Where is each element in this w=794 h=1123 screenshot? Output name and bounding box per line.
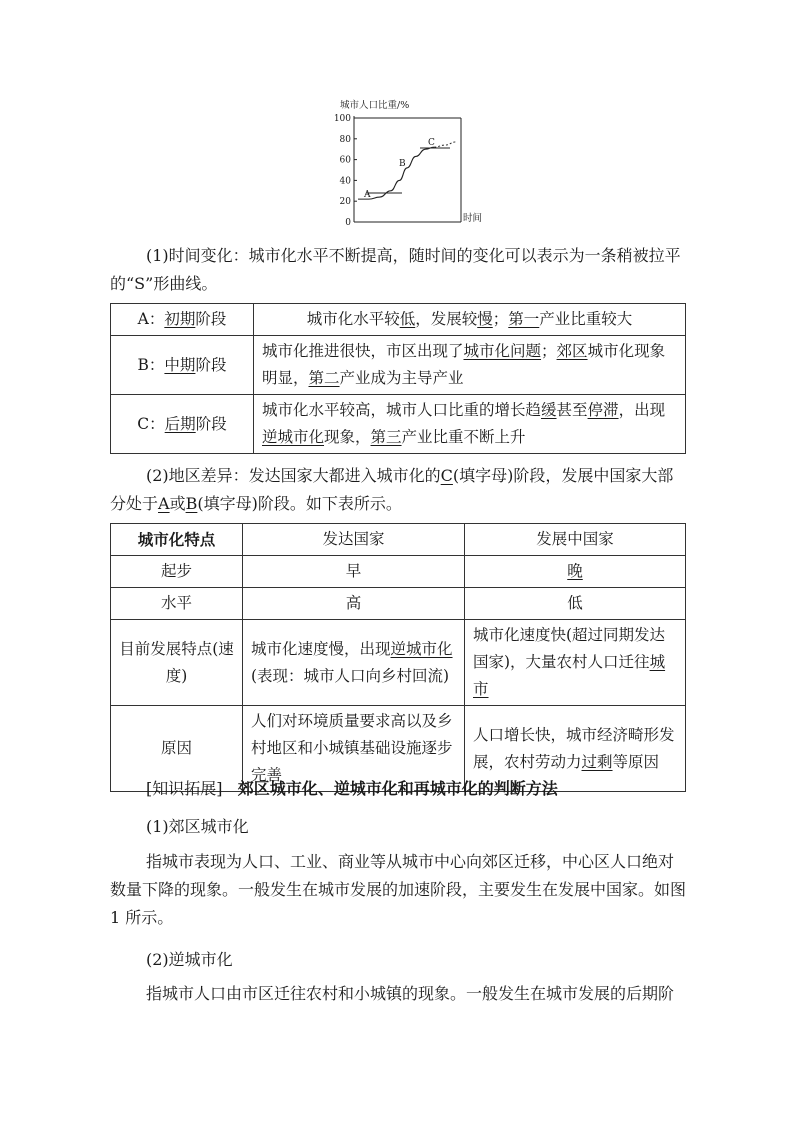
paragraph-time-change: (1)时间变化：城市化水平不断提高，随时间的变化可以表示为一条稍被拉平的“S”形曲线。	[110, 246, 681, 293]
header-developed: 发达国家	[243, 524, 465, 556]
row-reason-label: 原因	[111, 706, 243, 792]
row-level-developing: 低	[465, 588, 686, 620]
knowledge-extension-heading: [知识拓展] 郊区城市化、逆城市化和再城市化的判断方法	[146, 779, 558, 798]
stage-label-b: B	[399, 159, 406, 169]
stage-b-label: B：中期阶段	[111, 336, 254, 395]
row-current-label: 目前发展特点(速度)	[111, 620, 243, 706]
y-tick-label: 0	[345, 218, 351, 228]
section-counter-urbanization-heading: (2)逆城市化	[146, 950, 233, 969]
row-level-developed: 高	[243, 588, 465, 620]
x-axis-label: 时间	[463, 213, 483, 224]
table-row	[111, 395, 686, 454]
stage-a-label: A：初期阶段	[111, 304, 254, 336]
stage-c-desc: 城市化水平较高，城市人口比重的增长趋缓甚至停滞，出现逆城市化现象，第三产业比重不断上升	[254, 395, 686, 454]
row-current-developing: 城市化速度快(超过同期发达国家)，大量农村人口迁往城市	[465, 620, 686, 706]
y-tick-label: 40	[339, 176, 351, 187]
stage-a-desc: 城市化水平较低，发展较慢；第一产业比重较大	[254, 304, 686, 336]
table-header-row	[111, 524, 686, 556]
comparison-table	[110, 523, 686, 792]
y-tick-label: 100	[333, 114, 351, 124]
y-tick-label: 60	[339, 155, 351, 166]
header-feature: 城市化特点	[111, 524, 243, 556]
table-row	[111, 336, 686, 395]
row-start-label: 起步	[111, 556, 243, 588]
stage-label-a: A	[364, 190, 371, 200]
urbanization-s-curve-chart	[333, 98, 496, 230]
stage-b-desc: 城市化推进很快，市区出现了城市化问题；郊区城市化现象明显，第二产业成为主导产业	[254, 336, 686, 395]
row-level-label: 水平	[111, 588, 243, 620]
table-row	[111, 620, 686, 706]
section-counter-urbanization-body: 指城市人口由市区迁往农村和小城镇的现象。一般发生在城市发展的后期阶	[146, 984, 675, 1003]
row-start-developed: 早	[243, 556, 465, 588]
header-developing: 发展中国家	[465, 524, 686, 556]
table-row	[111, 588, 686, 620]
y-axis-label: 城市人口比重/%	[340, 100, 410, 111]
table-row	[111, 304, 686, 336]
table-row	[111, 556, 686, 588]
stage-c-label: C：后期阶段	[111, 395, 254, 454]
s-curve-extension-dashed	[434, 142, 456, 147]
section-suburbanization-heading: (1)郊区城市化	[146, 817, 249, 836]
row-reason-developing: 人口增长快，城市经济畸形发展，农村劳动力过剩等原因	[465, 706, 686, 792]
row-current-developed: 城市化速度慢，出现逆城市化(表现：城市人口向乡村回流)	[243, 620, 465, 706]
row-start-developing: 晚	[465, 556, 686, 588]
stage-table	[110, 303, 686, 454]
section-suburbanization-body: 指城市表现为人口、工业、商业等从城市中心向郊区迁移，中心区人口绝对数量下降的现象。一般发生在城市发展的加速阶段，主要发生在发展中国家。如图 1 所示。	[110, 852, 687, 927]
stage-label-c: C	[428, 138, 435, 148]
paragraph-regional-difference: (2)地区差异：发达国家大都进入城市化的C(填字母)阶段，发展中国家大部分处于A或B(填字母)阶段。如下表所示。	[110, 466, 674, 513]
row-reason-developed: 人们对环境质量要求高以及乡村地区和小城镇基础设施逐步完善	[243, 706, 465, 792]
y-tick-label: 80	[339, 134, 351, 145]
y-tick-label: 20	[339, 197, 351, 208]
